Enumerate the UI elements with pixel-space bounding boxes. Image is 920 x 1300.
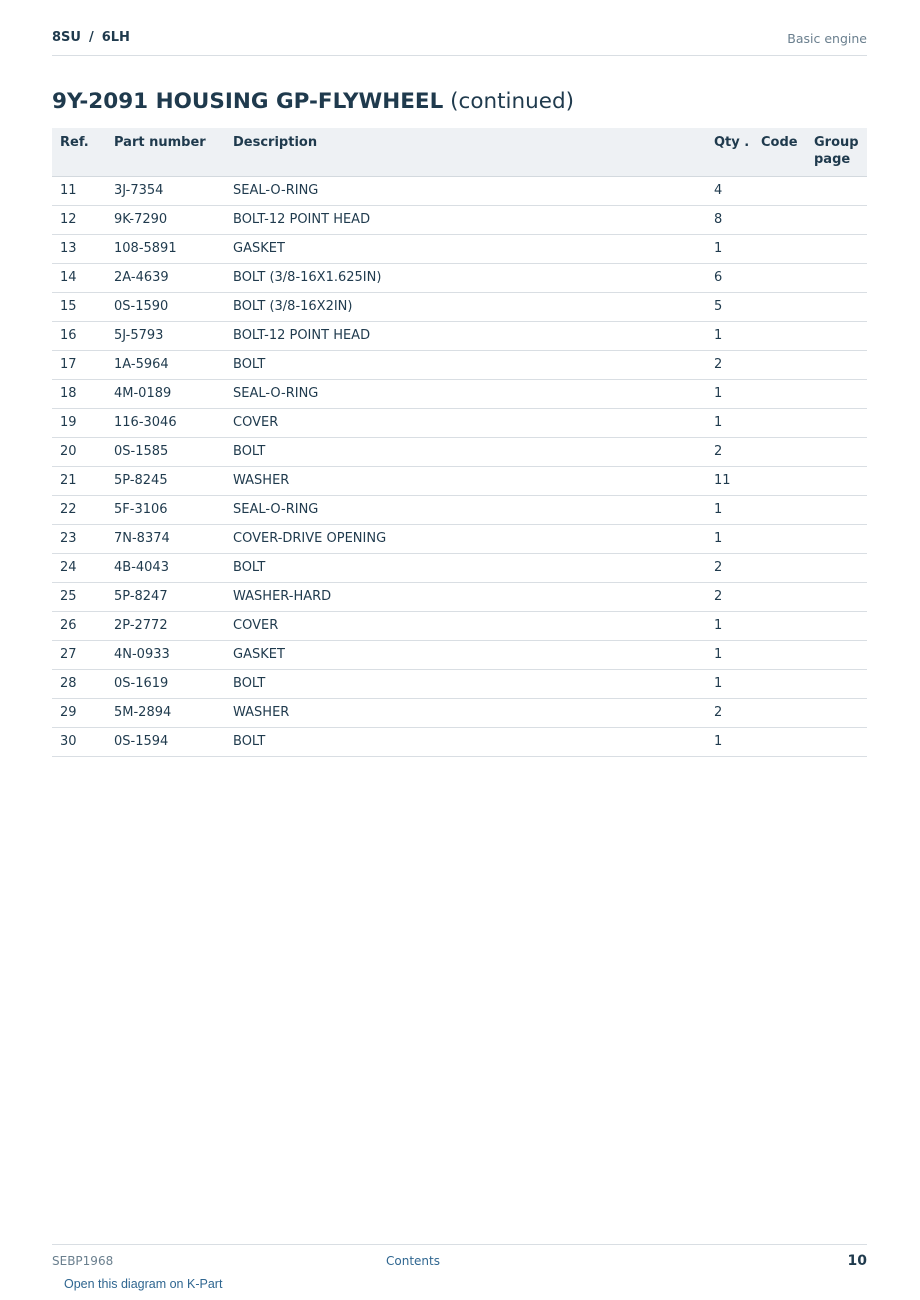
description-cell: BOLT <box>225 728 706 757</box>
group-page-cell <box>806 583 867 612</box>
qty-cell: 1 <box>706 612 753 641</box>
qty-cell: 11 <box>706 467 753 496</box>
table-row <box>52 467 867 496</box>
page-number: 10 <box>847 1253 867 1269</box>
qty-cell: 1 <box>706 409 753 438</box>
group-page-cell <box>806 641 867 670</box>
code-cell <box>753 235 806 264</box>
ref-cell: 22 <box>52 496 106 525</box>
qty-cell: 4 <box>706 177 753 206</box>
description-cell: SEAL-O-RING <box>225 177 706 206</box>
col-description: Description <box>225 128 706 177</box>
kpart-link[interactable]: Open this diagram on K-Part <box>64 1277 223 1291</box>
group-page-cell <box>806 699 867 728</box>
qty-cell: 1 <box>706 496 753 525</box>
part-number-cell: 3J-7354 <box>106 177 225 206</box>
col-group-page: Group page <box>806 128 867 177</box>
table-row <box>52 438 867 467</box>
part-number-cell: 0S-1590 <box>106 293 225 322</box>
group-page-cell <box>806 235 867 264</box>
table-row <box>52 728 867 757</box>
ref-cell: 23 <box>52 525 106 554</box>
description-cell: BOLT <box>225 351 706 380</box>
qty-cell: 1 <box>706 235 753 264</box>
ref-cell: 27 <box>52 641 106 670</box>
col-part-number: Part number <box>106 128 225 177</box>
ref-cell: 15 <box>52 293 106 322</box>
group-page-cell <box>806 525 867 554</box>
ref-cell: 29 <box>52 699 106 728</box>
code-cell <box>753 380 806 409</box>
section-label: Basic engine <box>787 31 867 46</box>
part-number-cell: 0S-1594 <box>106 728 225 757</box>
group-page-cell <box>806 293 867 322</box>
part-number-cell: 1A-5964 <box>106 351 225 380</box>
code-cell <box>753 206 806 235</box>
ref-cell: 24 <box>52 554 106 583</box>
description-cell: COVER-DRIVE OPENING <box>225 525 706 554</box>
description-cell: BOLT-12 POINT HEAD <box>225 206 706 235</box>
title-part: 9Y-2091 HOUSING GP-FLYWHEEL <box>52 89 444 114</box>
ref-cell: 26 <box>52 612 106 641</box>
part-number-cell: 4B-4043 <box>106 554 225 583</box>
code-cell <box>753 670 806 699</box>
description-cell: BOLT (3/8-16X2IN) <box>225 293 706 322</box>
model-a: 8SU <box>52 30 81 45</box>
group-page-cell <box>806 351 867 380</box>
model-separator: / <box>88 30 94 45</box>
group-page-cell <box>806 438 867 467</box>
table-row <box>52 699 867 728</box>
col-code: Code <box>753 128 806 177</box>
part-number-cell: 5P-8247 <box>106 583 225 612</box>
part-number-cell: 108-5891 <box>106 235 225 264</box>
ref-cell: 11 <box>52 177 106 206</box>
part-number-cell: 5M-2894 <box>106 699 225 728</box>
part-number-cell: 5J-5793 <box>106 322 225 351</box>
qty-cell: 1 <box>706 322 753 351</box>
code-cell <box>753 554 806 583</box>
ref-cell: 19 <box>52 409 106 438</box>
ref-cell: 14 <box>52 264 106 293</box>
ref-cell: 25 <box>52 583 106 612</box>
parts-table <box>52 128 867 757</box>
ref-cell: 17 <box>52 351 106 380</box>
table-row <box>52 235 867 264</box>
code-cell <box>753 699 806 728</box>
part-number-cell: 116-3046 <box>106 409 225 438</box>
part-number-cell: 2P-2772 <box>106 612 225 641</box>
code-cell <box>753 583 806 612</box>
group-page-cell <box>806 467 867 496</box>
qty-cell: 1 <box>706 728 753 757</box>
table-row <box>52 409 867 438</box>
header-row <box>52 128 867 177</box>
code-cell <box>753 438 806 467</box>
qty-cell: 5 <box>706 293 753 322</box>
ref-cell: 30 <box>52 728 106 757</box>
table-row <box>52 380 867 409</box>
group-page-cell <box>806 264 867 293</box>
part-number-cell: 0S-1619 <box>106 670 225 699</box>
group-page-cell <box>806 728 867 757</box>
qty-cell: 2 <box>706 583 753 612</box>
group-page-cell <box>806 177 867 206</box>
table-row <box>52 264 867 293</box>
code-cell <box>753 728 806 757</box>
ref-cell: 18 <box>52 380 106 409</box>
code-cell <box>753 409 806 438</box>
description-cell: SEAL-O-RING <box>225 380 706 409</box>
qty-cell: 8 <box>706 206 753 235</box>
qty-cell: 1 <box>706 670 753 699</box>
title-suffix: (continued) <box>450 89 575 114</box>
table-row <box>52 641 867 670</box>
model-label <box>52 30 130 45</box>
code-cell <box>753 177 806 206</box>
part-number-cell: 2A-4639 <box>106 264 225 293</box>
ref-cell: 13 <box>52 235 106 264</box>
part-number-cell: 0S-1585 <box>106 438 225 467</box>
table-row <box>52 293 867 322</box>
group-page-cell <box>806 496 867 525</box>
part-number-cell: 9K-7290 <box>106 206 225 235</box>
qty-cell: 6 <box>706 264 753 293</box>
table-row <box>52 351 867 380</box>
table-row <box>52 496 867 525</box>
parts-table-body <box>52 177 867 757</box>
group-page-cell <box>806 322 867 351</box>
qty-cell: 1 <box>706 380 753 409</box>
description-cell: BOLT <box>225 554 706 583</box>
code-cell <box>753 641 806 670</box>
table-row <box>52 583 867 612</box>
code-cell <box>753 322 806 351</box>
description-cell: WASHER-HARD <box>225 583 706 612</box>
qty-cell: 1 <box>706 525 753 554</box>
part-number-cell: 5F-3106 <box>106 496 225 525</box>
part-number-cell: 7N-8374 <box>106 525 225 554</box>
page-footer <box>52 1244 867 1295</box>
table-row <box>52 612 867 641</box>
qty-cell: 2 <box>706 699 753 728</box>
code-cell <box>753 351 806 380</box>
qty-cell: 2 <box>706 554 753 583</box>
group-page-cell <box>806 380 867 409</box>
group-page-cell <box>806 409 867 438</box>
model-b: 6LH <box>101 30 130 45</box>
description-cell: SEAL-O-RING <box>225 496 706 525</box>
description-cell: BOLT-12 POINT HEAD <box>225 322 706 351</box>
part-number-cell: 4M-0189 <box>106 380 225 409</box>
code-cell <box>753 264 806 293</box>
page-header <box>52 28 867 56</box>
description-cell: BOLT (3/8-16X1.625IN) <box>225 264 706 293</box>
qty-cell: 1 <box>706 641 753 670</box>
description-cell: COVER <box>225 409 706 438</box>
qty-cell: 2 <box>706 438 753 467</box>
code-cell <box>753 293 806 322</box>
ref-cell: 20 <box>52 438 106 467</box>
qty-cell: 2 <box>706 351 753 380</box>
group-page-cell <box>806 206 867 235</box>
parts-table-header <box>52 128 867 177</box>
table-row <box>52 177 867 206</box>
table-row <box>52 525 867 554</box>
code-cell <box>753 467 806 496</box>
description-cell: WASHER <box>225 467 706 496</box>
ref-cell: 28 <box>52 670 106 699</box>
ref-cell: 12 <box>52 206 106 235</box>
col-ref: Ref. <box>52 128 106 177</box>
contents-link[interactable]: Contents <box>386 1254 440 1268</box>
code-cell <box>753 612 806 641</box>
col-qty: Qty . <box>706 128 753 177</box>
description-cell: GASKET <box>225 641 706 670</box>
table-row <box>52 554 867 583</box>
part-number-cell: 4N-0933 <box>106 641 225 670</box>
code-cell <box>753 525 806 554</box>
table-row <box>52 206 867 235</box>
group-page-cell <box>806 670 867 699</box>
description-cell: WASHER <box>225 699 706 728</box>
group-page-cell <box>806 554 867 583</box>
table-row <box>52 322 867 351</box>
part-number-cell: 5P-8245 <box>106 467 225 496</box>
table-row <box>52 670 867 699</box>
ref-cell: 21 <box>52 467 106 496</box>
description-cell: COVER <box>225 612 706 641</box>
code-cell <box>753 496 806 525</box>
ref-cell: 16 <box>52 322 106 351</box>
document-id: SEBP1968 <box>52 1254 114 1268</box>
group-page-cell <box>806 612 867 641</box>
description-cell: BOLT <box>225 438 706 467</box>
page-title <box>52 89 574 114</box>
description-cell: GASKET <box>225 235 706 264</box>
description-cell: BOLT <box>225 670 706 699</box>
